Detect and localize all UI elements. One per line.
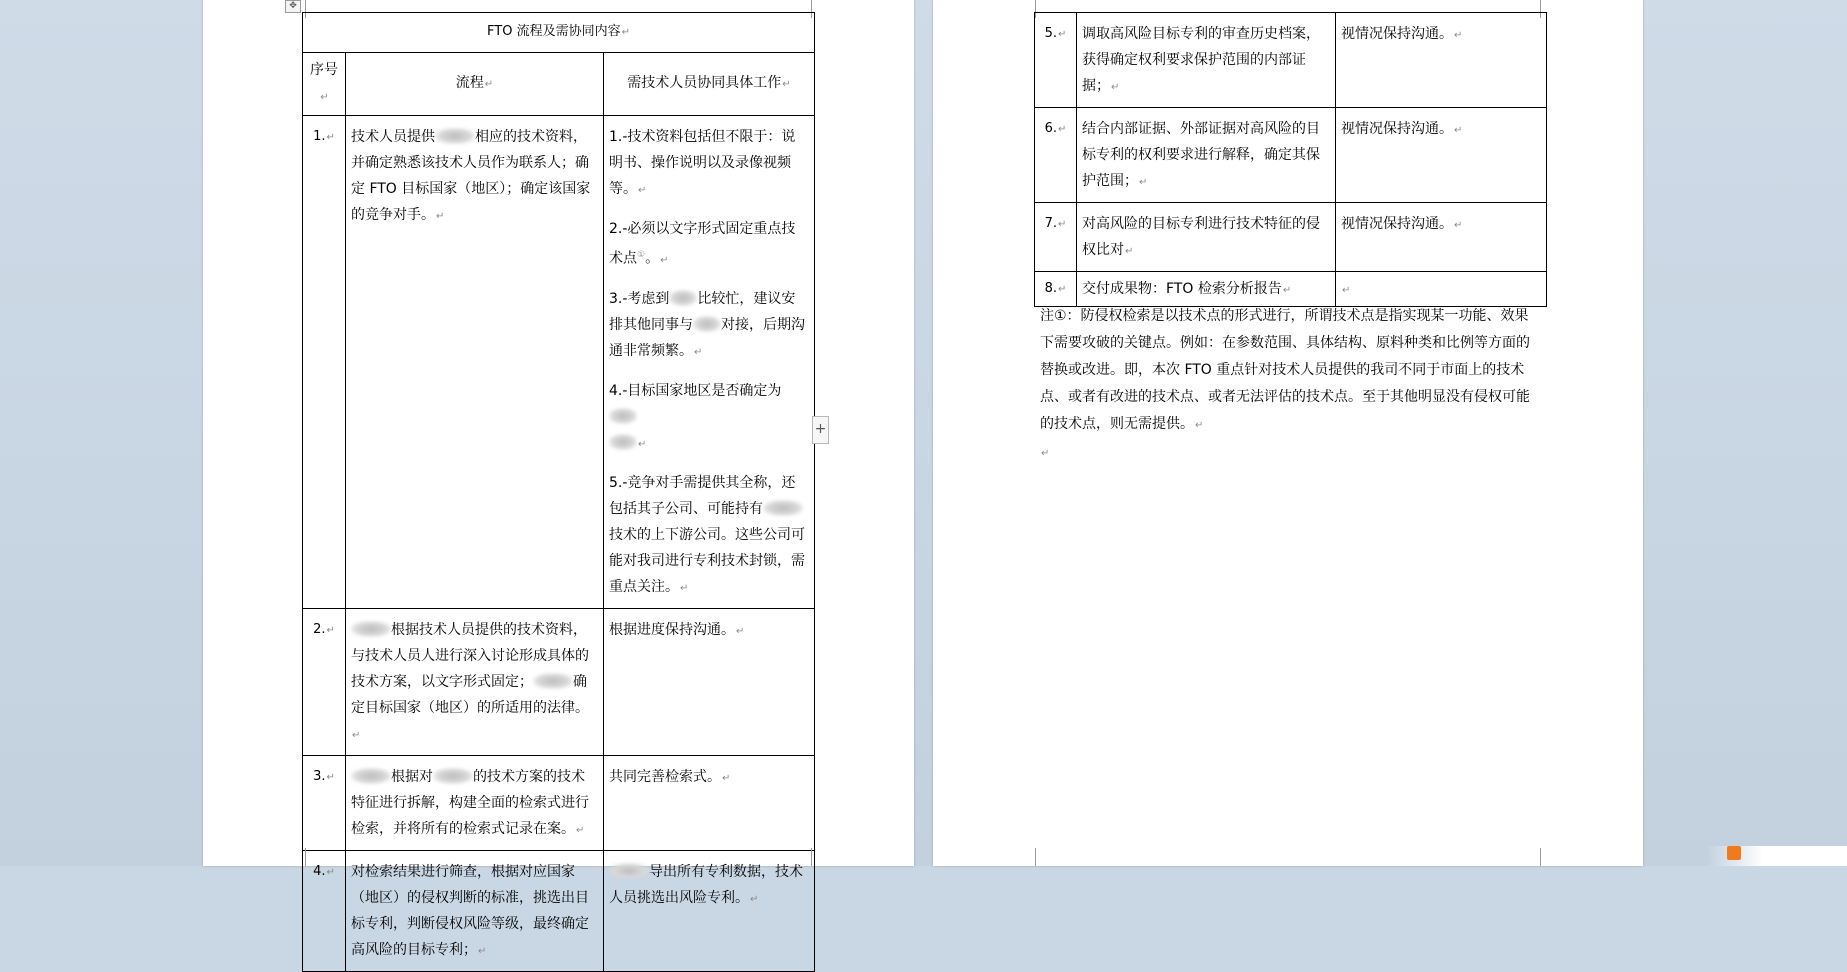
row-work[interactable]: 根据进度保持沟通。↵	[604, 608, 815, 755]
row-seq: 5.↵	[1035, 13, 1077, 108]
redacted-text	[351, 621, 391, 637]
redacted-text	[433, 768, 473, 784]
row-seq: 3.↵	[303, 755, 346, 850]
row-seq: 6.↵	[1035, 108, 1077, 203]
table-row	[303, 116, 815, 609]
row-seq: 7.↵	[1035, 203, 1077, 272]
table-title: FTO 流程及需协同内容↵	[303, 13, 815, 53]
redacted-text	[609, 408, 637, 424]
redacted-text	[763, 500, 803, 516]
table-row	[1035, 108, 1547, 203]
crop-mark	[1017, 848, 1036, 866]
footnote-paragraph[interactable]: 注①：防侵权检索是以技术点的形式进行，所谓技术点是指实现某一功能、效果下需要攻破的关键点。例如：在参数范围、具体结构、原料种类和比例等方面的替换或改进。即，本次 FTO 重点针对技术人员提供的我司不同于市面上的技术点、或者有改进的技术点、或者无法评估的技术点。至于其他明显没有侵权可能的技术点，则无需提供。↵ ↵	[1040, 308, 1530, 459]
redacted-text	[435, 128, 475, 144]
redacted-text	[669, 290, 697, 306]
fto-process-table-continued	[1034, 12, 1547, 307]
table-row	[1035, 272, 1547, 307]
document-page-left	[203, 0, 914, 958]
watermark-logo	[1707, 846, 1847, 866]
row-work[interactable]: 视情况保持沟通。↵	[1336, 108, 1547, 203]
crop-mark	[1540, 848, 1559, 866]
header-process: 流程↵	[346, 53, 604, 116]
crop-mark	[811, 848, 830, 866]
add-column-button[interactable]: +	[812, 416, 829, 444]
row-work[interactable]: 1.-技术资料包括但不限于：说明书、操作说明以及录像视频等。↵ 2.-必须以文字形式固定重点技术点①。↵ 3.-考虑到 比较忙，建议安排其他同事与 对接，后期沟通非常频繁。↵ 4.-目标国家地区是否确定为 ↵ 5.-竞争对手需提供其全称，还包括其子公司、可能持有技术的上下游公司。这些公司可能对我司进行专利技术封锁，需重点关注。↵	[604, 116, 815, 609]
row-process[interactable]: 交付成果物：FTO 检索分析报告↵	[1077, 272, 1336, 307]
table-row	[1035, 13, 1547, 108]
redacted-text	[533, 673, 573, 689]
row-process[interactable]: 根据技术人员提供的技术资料，与技术人员人进行深入讨论形成具体的技术方案，以文字形式固定； 确定目标国家（地区）的所适用的法律。↵	[346, 608, 604, 755]
fto-process-table	[302, 12, 815, 972]
header-work: 需技术人员协同具体工作↵	[604, 53, 815, 116]
row-work[interactable]: 导出所有专利数据，技术人员挑选出风险专利。↵	[604, 850, 815, 971]
redacted-text	[351, 768, 391, 784]
redacted-text	[609, 434, 637, 450]
row-seq: 2.↵	[303, 608, 346, 755]
row-process[interactable]: 对检索结果进行筛查，根据对应国家（地区）的侵权判断的标准，挑选出目标专利，判断侵权风险等级，最终确定高风险的目标专利；↵	[346, 850, 604, 971]
row-seq: 4.↵	[303, 850, 346, 971]
row-seq: 1.↵	[303, 116, 346, 609]
table-row	[303, 850, 815, 971]
row-process[interactable]: 技术人员提供 相应的技术资料，并确定熟悉该技术人员作为联系人；确定 FTO 目标国家（地区）；确定该国家的竞争对手。↵	[346, 116, 604, 609]
row-seq: 8.↵	[1035, 272, 1077, 307]
redacted-text	[609, 863, 649, 879]
row-process[interactable]: 调取高风险目标专利的审查历史档案，获得确定权利要求保护范围的内部证据；↵	[1077, 13, 1336, 108]
table-row	[1035, 203, 1547, 272]
row-work[interactable]: 共同完善检索式。↵	[604, 755, 815, 850]
row-work[interactable]: ↵	[1336, 272, 1547, 307]
row-process[interactable]: 根据对 的技术方案的技术特征进行拆解，构建全面的检索式进行检索，并将所有的检索式记录在案。↵	[346, 755, 604, 850]
row-work[interactable]: 视情况保持沟通。↵	[1336, 13, 1547, 108]
redacted-text	[693, 316, 721, 332]
table-row	[303, 755, 815, 850]
row-work[interactable]: 视情况保持沟通。↵	[1336, 203, 1547, 272]
table-header-row	[303, 53, 815, 116]
header-seq: 序号↵	[303, 53, 346, 116]
row-process[interactable]: 对高风险的目标专利进行技术特征的侵权比对↵	[1077, 203, 1336, 272]
table-move-handle[interactable]: ✥	[285, 0, 301, 13]
table-row	[303, 608, 815, 755]
table-title-row	[303, 13, 815, 53]
row-process[interactable]: 结合内部证据、外部证据对高风险的目标专利的权利要求进行解释，确定其保护范围；↵	[1077, 108, 1336, 203]
crop-mark	[287, 848, 306, 866]
document-page-right	[933, 0, 1643, 866]
